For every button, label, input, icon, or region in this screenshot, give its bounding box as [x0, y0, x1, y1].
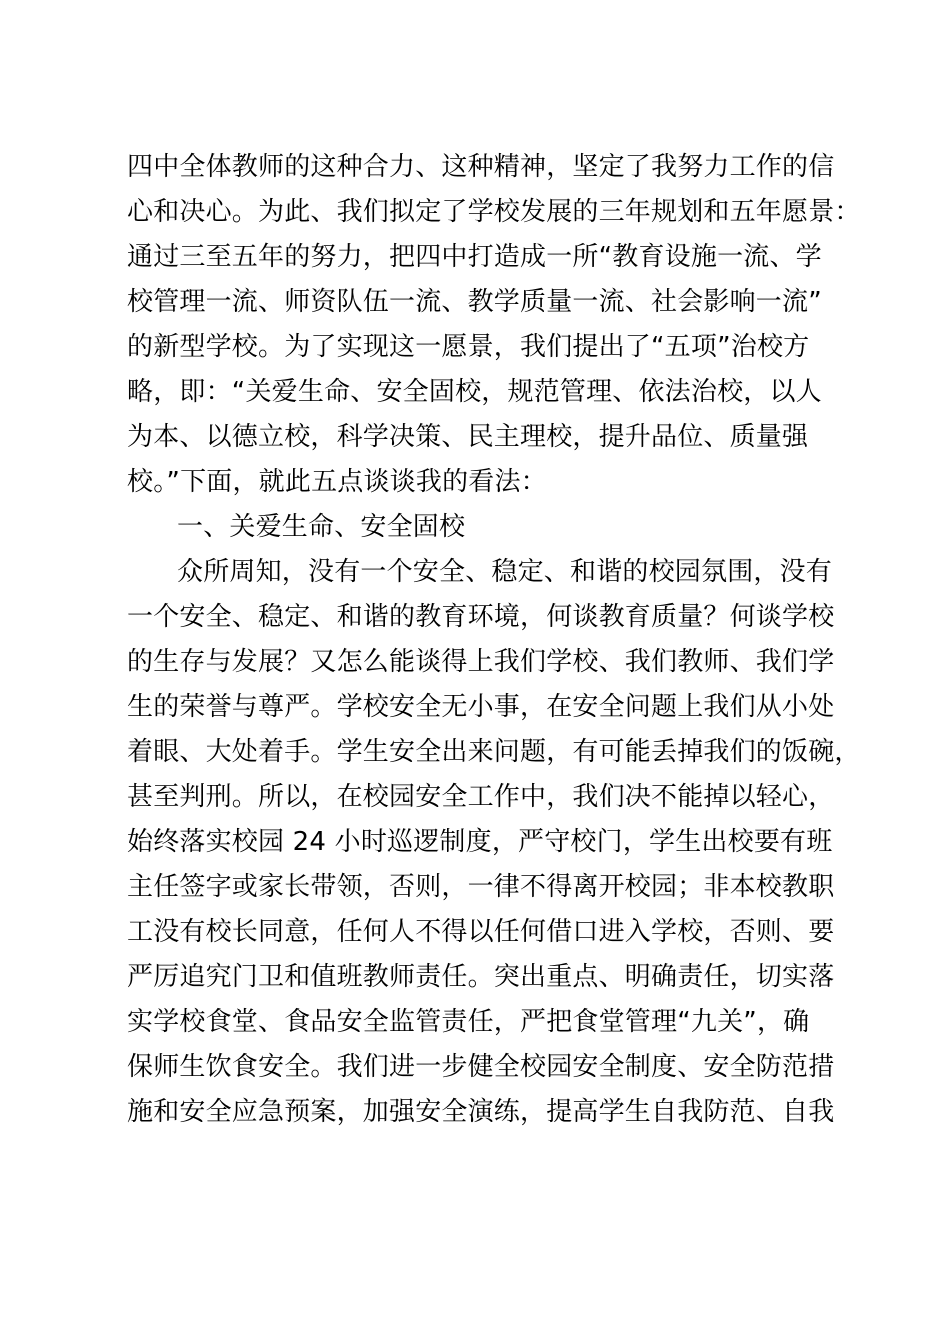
text-line: 施和安全应急预案，加强安全演练，提高学生自我防范、自我: [127, 1097, 835, 1127]
text-line: 甚至判刑。所以，在校园安全工作中，我们决不能掉以轻心，: [127, 782, 835, 812]
text-line: 着眼、大处着手。学生安全出来问题，有可能丢掉我们的饭碗，: [127, 737, 861, 767]
text-line: 为本、以德立校，科学决策、民主理校，提升品位、质量强: [127, 422, 809, 452]
text-line: 四中全体教师的这种合力、这种精神，坚定了我努力工作的信: [127, 152, 835, 182]
text-line: 略，即：“关爱生命、安全固校，规范管理、依法治校，以人: [127, 377, 822, 407]
text-line: 校。”下面，就此五点谈谈我的看法：: [127, 467, 547, 497]
text-line: 校管理一流、师资队伍一流、教学质量一流、社会影响一流”: [127, 287, 822, 317]
text-line: 生的荣誉与尊严。学校安全无小事，在安全问题上我们从小处: [127, 692, 835, 722]
text-line: 众所周知，没有一个安全、稳定、和谐的校园氛围，没有: [177, 557, 833, 587]
text-line: 的生存与发展？又怎么能谈得上我们学校、我们教师、我们学: [127, 647, 835, 677]
text-line: 工没有校长同意，任何人不得以任何借口进入学校，否则、要: [127, 917, 835, 947]
text-line: 严厉追究门卫和值班教师责任。突出重点、明确责任，切实落: [127, 962, 835, 992]
text-line: 一个安全、稳定、和谐的教育环境，何谈教育质量？何谈学校: [127, 602, 835, 632]
text-line: 主任签字或家长带领，否则，一律不得离开校园；非本校教职: [127, 872, 835, 902]
text-line: 保师生饮食安全。我们进一步健全校园安全制度、安全防范措: [127, 1052, 835, 1082]
text-line: 实学校食堂、食品安全监管责任，严把食堂管理“九关”，确: [127, 1007, 810, 1037]
text-line: 的新型学校。为了实现这一愿景，我们提出了“五项”治校方: [127, 332, 810, 362]
section-heading: 一、关爱生命、安全固校: [177, 512, 466, 542]
text-line: 始终落实校园 24 小时巡逻制度，严守校门，学生出校要有班: [127, 827, 833, 857]
text-line: 心和决心。为此、我们拟定了学校发展的三年规划和五年愿景：: [127, 197, 861, 227]
text-line: 通过三至五年的努力，把四中打造成一所“教育设施一流、学: [127, 242, 822, 272]
